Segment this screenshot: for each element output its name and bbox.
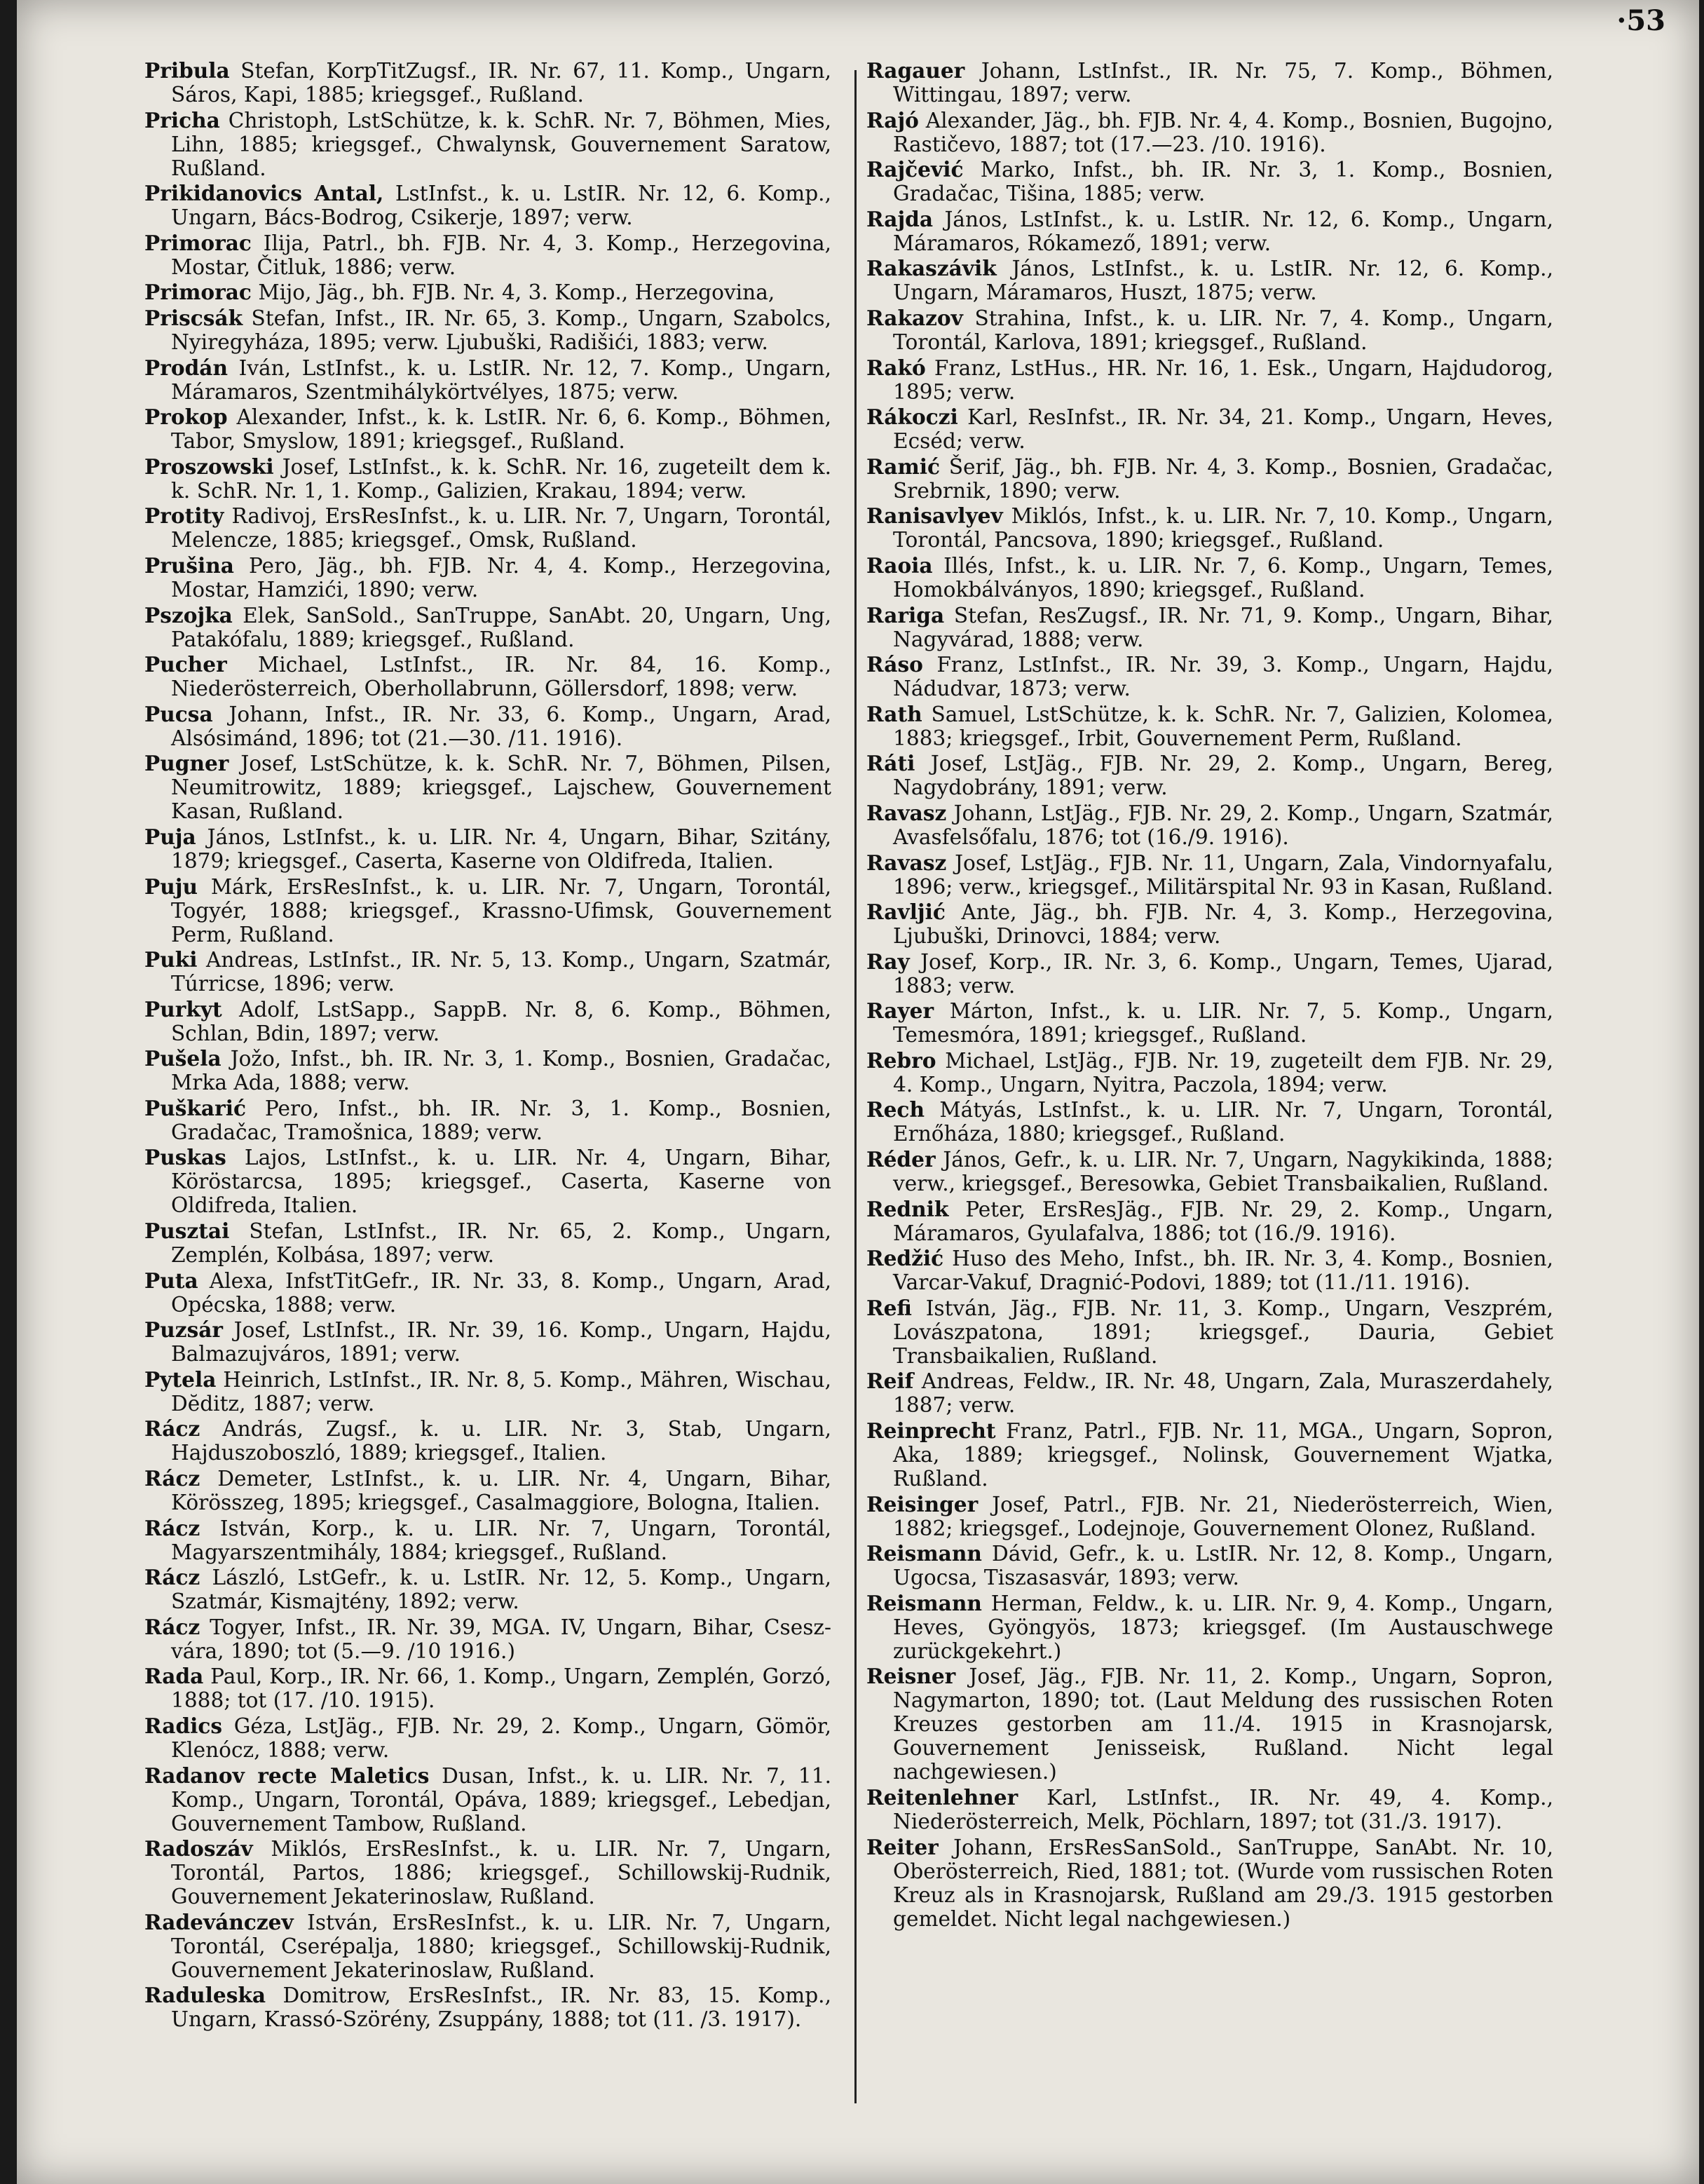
entry-details: István, Jäg., FJB. Nr. 11, 3. Komp., Ungarn, Veszprém, Lovászpatona, 1891; kriegsgef., Dauria, Gebiet Transbaikalien, Rußland. (893, 1296, 1560, 1368)
entry-surname: Ráti (866, 751, 915, 776)
list-entry (866, 900, 1560, 949)
list-entry (866, 405, 1560, 454)
entry-surname: Rajčević (866, 157, 964, 182)
list-entry (144, 1983, 838, 2032)
list-entry (866, 1834, 1560, 1931)
list-entry (866, 1295, 1560, 1368)
entry-details: Andreas, LstInfst., IR. Nr. 5, 13. Komp., Ungarn, Szatmár, Túrricse, 1896; verw. (171, 948, 838, 996)
entry-surname: Pytela (144, 1366, 217, 1392)
entry-details: Josef, LstJäg., FJB. Nr. 11, Ungarn, Zala, Vindornyafalu, 1896; verw., kriegsgef., Militärspital Nr. 93 in Kasan, Rußland. (893, 850, 1560, 899)
entry-details: Márk, ErsResInfst., k. u. LIR. Nr. 7, Ungarn, Torontál, Togyér, 1888; kriegsgef., Krassno-Ufimsk, Gouvernement Perm, Rußland. (171, 874, 838, 947)
entry-details: Mátyás, LstInfst., k. u. LIR. Nr. 7, Ungarn, Torontál, Ernőháza, 1880; kriegsgef., Rußland. (893, 1098, 1560, 1146)
entry-surname: Prikidanovics Antal, (144, 181, 384, 206)
entry-details: Huso des Meho, Infst., bh. IR. Nr. 3, 4. Komp., Bosnien, Varcar-Vakuf, Dragnić-Podovi, 1889; tot (11./11. 1916). (893, 1247, 1560, 1295)
entry-surname: Priscsák (144, 305, 243, 330)
entry-details: Johann, LstJäg., FJB. Nr. 29, 2. Komp., Ungarn, Szatmár, Avasfelsőfalu, 1876; tot (16./9. 1916). (893, 801, 1560, 849)
entry-surname: Rajó (866, 107, 919, 133)
entry-details: Stefan, LstInfst., IR. Nr. 65, 2. Komp., Ungarn, Zemplén, Kolbása, 1897; verw. (171, 1219, 838, 1268)
entry-details: Josef, LstInfst., IR. Nr. 39, 16. Komp., Ungarn, Hajdu, Balmazujváros, 1891; verw. (171, 1318, 838, 1366)
entry-surname: Redžić (866, 1246, 944, 1271)
list-entry (144, 1317, 838, 1366)
entry-details: Franz, LstHus., HR. Nr. 16, 1. Esk., Ungarn, Hajdudorog, 1895; verw. (893, 355, 1560, 404)
list-entry (144, 1046, 838, 1095)
list-entry (144, 503, 838, 552)
entry-surname: Ragauer (866, 58, 965, 83)
entry-details: Jožo, Infst., bh. IR. Nr. 3, 1. Komp., Bosnien, Gradačac, Mrka Ada, 1888; verw. (171, 1047, 838, 1095)
list-entry (866, 1147, 1560, 1196)
list-entry (144, 305, 838, 354)
entry-details: Ante, Jäg., bh. FJB. Nr. 4, 3. Komp., Herzegovina, Ljubuški, Drinovci, 1884; verw. (893, 900, 1560, 949)
entry-details: János, Gefr., k. u. LIR. Nr. 7, Ungarn, Nagykikinda, 1888; verw., kriegsgef., Beresowka, Gebiet Transbaikalien, Rußland. (893, 1148, 1560, 1196)
entry-details: Mijo, Jäg., bh. FJB. Nr. 4, 3. Komp., Herzegovina, (251, 280, 775, 305)
entry-details: Franz, LstInfst., IR. Nr. 39, 3. Komp., Ungarn, Hajdu, Nádudvar, 1873; verw. (893, 653, 1560, 701)
list-entry (144, 1909, 838, 1982)
list-entry (866, 552, 1560, 602)
list-entry (866, 751, 1560, 800)
list-entry (866, 701, 1560, 750)
entry-details: Illés, Infst., k. u. LIR. Nr. 7, 6. Komp., Ungarn, Temes, Homokbálványos, 1890; kriegsgef., Rußland. (893, 553, 1560, 602)
list-entry (144, 280, 831, 304)
entry-surname: Purkyt (144, 996, 222, 1022)
entry-details: Géza, LstJäg., FJB. Nr. 29, 2. Komp., Ungarn, Gömör, Klenócz, 1888; verw. (171, 1714, 838, 1762)
entry-details: Josef, Patrl., FJB. Nr. 21, Niederösterreich, Wien, 1882; kriegsgef., Lodejnoje, Gouvernement Olonez, Rußland. (893, 1492, 1560, 1540)
entry-surname: Rayer (866, 998, 934, 1024)
entry-details: Josef, LstJäg., FJB. Nr. 29, 2. Komp., Ungarn, Bereg, Nagydobrány, 1891; verw. (893, 752, 1560, 800)
entry-details: András, Zugsf., k. u. LIR. Nr. 3, Stab, Ungarn, Hajduszoboszló, 1889; kriegsgef., Italien. (171, 1417, 838, 1465)
entry-surname: Reiter (866, 1834, 939, 1859)
entry-details: Elek, SanSold., SanTruppe, SanAbt. 20, Ungarn, Ung, Patakófalu, 1889; kriegsgef., Rußland. (171, 603, 838, 651)
list-entry (866, 1664, 1560, 1784)
list-entry (866, 1369, 1560, 1418)
entry-surname: Pucsa (144, 701, 213, 726)
entry-surname: Rednik (866, 1196, 949, 1221)
entry-details: Josef, LstSchütze, k. k. SchR. Nr. 7, Böhmen, Pilsen, Neumitrowitz, 1889; kriegsgef., Lajschew, Gouvernement Kasan, Rußland. (171, 752, 838, 824)
entry-details: Márton, Infst., k. u. LIR. Nr. 7, 5. Komp., Ungarn, Temesmóra, 1891; kriegsgef., Rußland. (893, 999, 1560, 1047)
list-entry (866, 355, 1560, 404)
list-entry (144, 454, 838, 503)
entry-surname: Ravasz (866, 850, 947, 875)
entry-details: Stefan, Infst., IR. Nr. 65, 3. Komp., Ungarn, Szabolcs, Nyiregyháza, 1895; verw. Ljubuški, Radišići, 1883; verw. (171, 306, 838, 354)
entry-surname: Primorac (144, 280, 252, 305)
entry-details: János, LstInfst., k. u. LstIR. Nr. 12, 6. Komp., Ungarn, Máramaros, Rókamező, 1891; verw. (893, 207, 1560, 255)
entry-surname: Radanov recte Maletics (144, 1763, 430, 1788)
entry-surname: Reif (866, 1369, 914, 1394)
entry-surname: Proszowski (144, 454, 274, 479)
list-entry (144, 1268, 838, 1317)
entry-details: Andreas, Feldw., IR. Nr. 48, Ungarn, Zala, Muraszerdahely, 1887; verw. (893, 1369, 1560, 1418)
entry-surname: Ráso (866, 652, 923, 677)
entry-details: Šerif, Jäg., bh. FJB. Nr. 4, 3. Komp., Bosnien, Gradačac, Srebrnik, 1890; verw. (893, 454, 1560, 503)
entry-details: Stefan, KorpTitZugsf., IR. Nr. 67, 11. Komp., Ungarn, Sáros, Kapi, 1885; kriegsgef., Rußland. (171, 59, 838, 107)
entry-surname: Radoszáv (144, 1836, 253, 1861)
left-column (144, 58, 838, 2033)
entry-details: Miklós, Infst., k. u. LIR. Nr. 7, 10. Komp., Ungarn, Torontál, Pancsova, 1890; kriegsgef., Rußland. (893, 504, 1560, 552)
list-entry (144, 824, 838, 873)
list-entry (144, 1836, 838, 1909)
list-entry (144, 58, 838, 107)
list-entry (144, 1219, 838, 1268)
entry-surname: Ravasz (866, 800, 947, 825)
entry-surname: Pricha (144, 107, 220, 133)
page (17, 0, 1699, 2184)
list-entry (144, 405, 838, 454)
entry-details: Stefan, ResZugsf., IR. Nr. 71, 9. Komp., Ungarn, Bihar, Nagyvárad, 1888; verw. (893, 603, 1560, 651)
entry-surname: Rakaszávik (866, 256, 997, 281)
entry-details: János, LstInfst., k. u. LIR. Nr. 4, Ungarn, Bihar, Szitány, 1879; kriegsgef., Caserta, Kaserne von Oldifreda, Italien. (171, 825, 838, 873)
entry-details: László, LstGefr., k. u. LstIR. Nr. 12, 5. Komp., Ungarn, Szatmár, Kismajtény, 1892; verw. (171, 1566, 838, 1614)
list-entry (144, 1416, 838, 1465)
entry-surname: Pszojka (144, 602, 233, 628)
list-entry (144, 1714, 838, 1762)
entry-surname: Refi (866, 1295, 912, 1320)
list-entry (144, 652, 838, 701)
entry-details: Alexa, InfstTitGefr., IR. Nr. 33, 8. Komp., Ungarn, Arad, Opécska, 1888; verw. (171, 1268, 838, 1317)
right-column (866, 58, 1560, 1932)
entry-details: Lajos, LstInfst., k. u. LIR. Nr. 4, Ungarn, Bihar, Köröstarcsa, 1895; kriegsgef., Caserta, Kaserne von Oldifreda, Italien. (171, 1146, 838, 1218)
entry-details: Michael, LstInfst., IR. Nr. 84, 16. Komp., Niederösterreich, Oberhollabrunn, Göllersdorf, 1898; verw. (171, 653, 838, 701)
entry-surname: Rariga (866, 602, 945, 628)
entry-surname: Reinprecht (866, 1418, 996, 1444)
entry-surname: Rácz (144, 1614, 200, 1639)
entry-details: Michael, LstJäg., FJB. Nr. 19, zugeteilt dem FJB. Nr. 29, 4. Komp., Ungarn, Nyitra, Paczola, 1894; verw. (893, 1048, 1560, 1097)
entry-details: Christoph, LstSchütze, k. k. SchR. Nr. 7, Böhmen, Mies, Lihn, 1885; kriegsgef., Chwalynsk, Gouvernement Saratow, Rußland. (171, 108, 838, 180)
list-entry (144, 874, 838, 947)
entry-surname: Protity (144, 503, 224, 529)
entry-details: Ilija, Patrl., bh. FJB. Nr. 4, 3. Komp., Herzegovina, Mostar, Čitluk, 1886; verw. (171, 231, 838, 279)
entry-surname: Rada (144, 1664, 204, 1689)
entry-details: Samuel, LstSchütze, k. k. SchR. Nr. 7, Galizien, Kolomea, 1883; kriegsgef., Irbit, Gouvernement Perm, Rußland. (893, 702, 1560, 750)
entry-surname: Rath (866, 701, 922, 726)
entry-details: Strahina, Infst., k. u. LIR. Nr. 7, 4. Komp., Ungarn, Torontál, Karlova, 1891; kriegsgef., Rußland. (893, 306, 1560, 354)
entry-surname: Rakó (866, 355, 926, 380)
list-entry (866, 1097, 1560, 1146)
list-entry (144, 230, 838, 279)
entry-surname: Ravljić (866, 900, 946, 925)
entry-surname: Rácz (144, 1466, 200, 1491)
entry-surname: Puta (144, 1268, 198, 1293)
entry-surname: Pribula (144, 58, 230, 83)
entry-surname: Réder (866, 1147, 936, 1172)
entry-surname: Puškarić (144, 1095, 246, 1120)
list-entry (866, 1785, 1560, 1833)
entry-details: Peter, ErsResJäg., FJB. Nr. 29, 2. Komp., Ungarn, Máramaros, Gyulafalva, 1886; tot (16./9. 1916). (893, 1197, 1560, 1245)
entry-surname: Rakazov (866, 305, 963, 330)
entry-surname: Pušela (144, 1046, 221, 1071)
list-entry (866, 503, 1560, 552)
entry-surname: Puja (144, 824, 196, 849)
entry-details: Radivoj, ErsResInfst., k. u. LIR. Nr. 7, Ungarn, Torontál, Melencze, 1885; kriegsgef., Omsk, Rußland. (171, 504, 838, 552)
entry-details: Franz, Patrl., FJB. Nr. 11, MGA., Ungarn, Sopron, Aka, 1889; kriegsgef., Nolinsk, Gouvernement Wjatka, Rußland. (893, 1419, 1560, 1491)
list-entry (866, 949, 1560, 998)
entry-details: János, LstInfst., k. u. LstIR. Nr. 12, 6. Komp., Ungarn, Máramaros, Huszt, 1875; verw. (893, 257, 1560, 305)
entry-details: Johann, Infst., IR. Nr. 33, 6. Komp., Ungarn, Arad, Alsósimánd, 1896; tot (21.—30. /11. 1916). (171, 702, 838, 750)
entry-surname: Reismann (866, 1541, 982, 1566)
list-entry (866, 1246, 1560, 1295)
list-entry (144, 602, 838, 651)
list-entry (144, 107, 838, 180)
entry-details: Marko, Infst., bh. IR. Nr. 3, 1. Komp., Bosnien, Gradačac, Tišina, 1885; verw. (893, 158, 1560, 206)
entry-details: Dávid, Gefr., k. u. LstIR. Nr. 12, 8. Komp., Ungarn, Ugocsa, Tiszasasvár, 1893; verw. (893, 1542, 1560, 1590)
list-entry (866, 998, 1560, 1047)
entry-surname: Radics (144, 1714, 223, 1738)
entry-details: Johann, LstInfst., IR. Nr. 75, 7. Komp., Böhmen, Wittingau, 1897; verw. (893, 59, 1560, 107)
entry-details: Dusan, Infst., k. u. LIR. Nr. 7, 11. Komp., Ungarn, Torontál, Opáva, 1889; kriegsgef., Lebedjan, Gouvernement Tambow, Rußland. (171, 1763, 838, 1836)
list-entry (866, 1541, 1560, 1590)
entry-surname: Prodán (144, 355, 228, 380)
entry-details: Johann, ErsResSanSold., SanTruppe, SanAbt. Nr. 10, Oberösterreich, Ried, 1881; tot. (Wurde vom russischen Roten Kreuz als in Krasnojarsk, Rußland am 29./3. 1915 gestorben gemeldet. Nicht legal nachgewiesen.) (893, 1835, 1560, 1931)
entry-surname: Rajda (866, 206, 934, 231)
entry-surname: Reisner (866, 1664, 956, 1689)
list-entry (866, 206, 1560, 255)
entry-surname: Pucher (144, 652, 227, 677)
entry-surname: Puju (144, 874, 198, 899)
entry-surname: Rákoczi (866, 405, 958, 430)
column-divider (854, 70, 857, 2103)
list-entry (144, 751, 838, 824)
entry-surname: Raduleska (144, 1983, 266, 2008)
entry-surname: Ray (866, 949, 910, 974)
list-entry (144, 181, 838, 230)
entry-surname: Pusztai (144, 1219, 230, 1244)
list-entry (866, 1418, 1560, 1491)
entry-details: Josef, Korp., IR. Nr. 3, 6. Komp., Ungarn, Temes, Ujarad, 1883; verw. (893, 949, 1560, 998)
entry-surname: Rácz (144, 1416, 200, 1442)
list-entry (144, 1095, 838, 1144)
list-entry (866, 1196, 1560, 1245)
entry-surname: Rebro (866, 1047, 936, 1073)
entry-details: Domitrow, ErsResInfst., IR. Nr. 83, 15. Komp., Ungarn, Krassó-Szörény, Zsuppány, 1888; tot (11. /3. 1917). (171, 1983, 838, 2032)
entry-details: Karl, ResInfst., IR. Nr. 34, 21. Komp., Ungarn, Heves, Ecséd; verw. (893, 405, 1560, 454)
entry-surname: Rech (866, 1097, 925, 1122)
list-entry (144, 1366, 838, 1416)
entry-details: István, ErsResInfst., k. u. LIR. Nr. 7, Ungarn, Torontál, Cserépalja, 1880; kriegsgef., Schillowskij-Rudnik, Gouvernement Jekaterinoslaw, Rußland. (171, 1910, 838, 1982)
list-entry (144, 1466, 838, 1515)
entry-surname: Radevánczev (144, 1909, 294, 1934)
list-entry (866, 454, 1560, 503)
list-entry (866, 1491, 1560, 1540)
entry-surname: Puzsár (144, 1317, 224, 1343)
list-entry (144, 355, 838, 404)
entry-details: LstInfst., k. u. LstIR. Nr. 12, 6. Komp., Ungarn, Bács-Bodrog, Csikerje, 1897; verw. (171, 182, 838, 230)
entry-details: Alexander, Jäg., bh. FJB. Nr. 4, 4. Komp., Bosnien, Bugojno, Rastičevo, 1887; tot (17.—23. /10. 1916). (893, 108, 1560, 156)
list-entry (866, 800, 1560, 849)
list-entry (866, 1047, 1560, 1097)
list-entry (144, 947, 838, 996)
entry-details: Miklós, ErsResInfst., k. u. LIR. Nr. 7, Ungarn, Torontál, Partos, 1886; kriegsgef., Schillowskij-Rudnik, Gouvernement Jekaterinoslaw, Rußland. (171, 1837, 838, 1909)
entry-surname: Reitenlehner (866, 1785, 1018, 1810)
entry-details: Adolf, LstSapp., SappB. Nr. 8, 6. Komp., Böhmen, Schlan, Bdin, 1897; verw. (171, 997, 838, 1045)
entry-details: Karl, LstInfst., IR. Nr. 49, 4. Komp., Niederösterreich, Melk, Pöchlarn, 1897; tot (31./3. 1917). (893, 1786, 1560, 1833)
entry-details: Alexander, Infst., k. k. LstIR. Nr. 6, 6. Komp., Böhmen, Tabor, Smyslow, 1891; kriegsgef., Rußland. (171, 405, 838, 454)
list-entry (144, 996, 838, 1045)
list-entry (144, 1763, 838, 1836)
entry-surname: Prokop (144, 405, 228, 430)
list-entry (144, 1145, 838, 1218)
entry-surname: Reisinger (866, 1491, 979, 1517)
entry-details: Josef, LstInfst., k. k. SchR. Nr. 16, zugeteilt dem k. k. SchR. Nr. 1, 1. Komp., Galizien, Krakau, 1894; verw. (171, 454, 838, 503)
entry-surname: Pugner (144, 751, 229, 776)
entry-details: Togyer, Infst., IR. Nr. 39, MGA. IV, Ungarn, Bihar, Cseszvára, 1890; tot (5.—9. /10 1916.) (171, 1615, 831, 1663)
list-entry (144, 1515, 838, 1564)
list-entry (144, 552, 838, 602)
entry-surname: Ranisavlyev (866, 503, 1003, 529)
entry-surname: Puskas (144, 1145, 226, 1170)
list-entry (866, 850, 1560, 899)
list-entry (866, 602, 1560, 651)
list-entry (866, 1590, 1560, 1663)
entry-surname: Reismann (866, 1590, 982, 1615)
entry-surname: Raoia (866, 552, 933, 578)
entry-details: Josef, Jäg., FJB. Nr. 11, 2. Komp., Ungarn, Sopron, Nagymarton, 1890; tot. (Laut Meldung des russischen Roten Kreuzes gestorben am 11./4. 1915 in Krasnojarsk, Gouvernement Jenisseisk, Rußland. Nicht legal nachgewiesen.) (893, 1664, 1560, 1784)
list-entry (144, 1664, 838, 1713)
entry-details: Pero, Infst., bh. IR. Nr. 3, 1. Komp., Bosnien, Gradačac, Tramošnica, 1889; verw. (171, 1096, 838, 1144)
list-entry (144, 1615, 831, 1663)
entry-details: Pero, Jäg., bh. FJB. Nr. 4, 4. Komp., Herzegovina, Mostar, Hamzići, 1890; verw. (171, 553, 838, 602)
list-entry (866, 256, 1560, 305)
page-number: ·53 (1616, 4, 1665, 37)
list-entry (866, 652, 1560, 701)
list-entry (144, 701, 838, 750)
list-entry (866, 58, 1560, 107)
entry-surname: Ramić (866, 454, 941, 479)
entry-surname: Primorac (144, 230, 252, 255)
list-entry (866, 157, 1560, 206)
entry-surname: Rácz (144, 1515, 200, 1540)
entry-details: Paul, Korp., IR. Nr. 66, 1. Komp., Ungarn, Zemplén, Gorzó, 1888; tot (17. /10. 1915). (171, 1664, 838, 1713)
list-entry (866, 305, 1560, 354)
entry-details: Iván, LstInfst., k. u. LstIR. Nr. 12, 7. Komp., Ungarn, Máramaros, Szentmihálykörtvélyes, 1875; verw. (171, 355, 838, 404)
entry-details: Heinrich, LstInfst., IR. Nr. 8, 5. Komp., Mähren, Wischau, Dĕditz, 1887; verw. (171, 1367, 838, 1416)
entry-details: Demeter, LstInfst., k. u. LIR. Nr. 4, Ungarn, Bihar, Körösszeg, 1895; kriegsgef., Casalmaggiore, Bologna, Italien. (171, 1467, 838, 1515)
entry-surname: Rácz (144, 1565, 200, 1590)
list-entry (144, 1565, 838, 1614)
entry-details: István, Korp., k. u. LIR. Nr. 7, Ungarn, Torontál, Magyarszentmihály, 1884; kriegsgef., Rußland. (171, 1516, 838, 1564)
entry-surname: Puki (144, 947, 198, 972)
entry-surname: Prušina (144, 552, 234, 578)
entry-details: Herman, Feldw., k. u. LIR. Nr. 9, 4. Komp., Ungarn, Heves, Gyöngyös, 1873; kriegsgef. (Im Austauschwege zurückgekehrt.) (893, 1591, 1560, 1663)
list-entry (866, 107, 1560, 156)
